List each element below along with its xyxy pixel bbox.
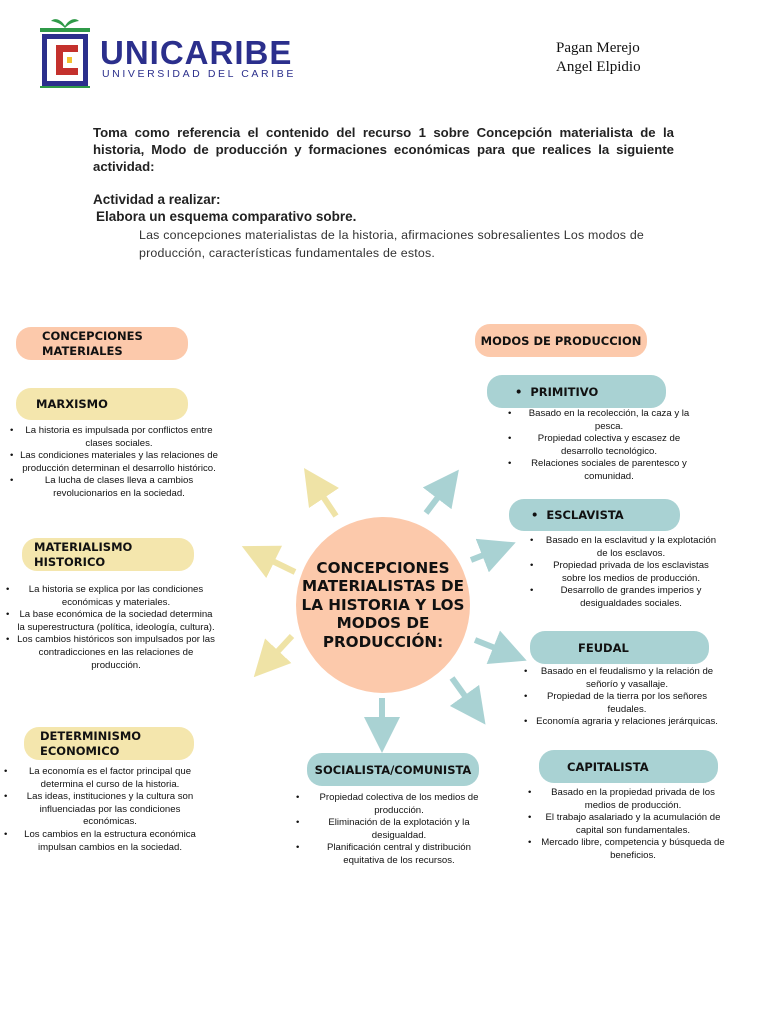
activity-title: Actividad a realizar: xyxy=(93,192,221,207)
esclavista-pill xyxy=(509,499,680,531)
arrow-to-materialismo xyxy=(258,554,295,572)
socialista-title: SOCIALISTA/COMUNISTA xyxy=(314,762,472,777)
list-item: • El trabajo asalariado y la acumulación de capital son fundamentales. xyxy=(528,812,728,837)
socialista-list xyxy=(296,792,492,868)
right-header-pill xyxy=(475,324,647,357)
list-item: • Basado en el feudalismo y la relación de señorío y vasallaje. xyxy=(524,666,720,691)
marxismo-title: MARXISMO xyxy=(36,397,108,411)
right-header-label: MODOS DE PRODUCCION xyxy=(480,333,642,348)
determinismo-pill xyxy=(24,727,194,760)
materialismo-pill xyxy=(22,538,194,571)
arrow-to-esclavista xyxy=(471,549,499,560)
activity-description: Las concepciones materialistas de la historia, afirmaciones sobresalientes Los modos de producción, características fundamentales de estos. xyxy=(139,228,645,260)
list-item: • Economía agraria y relaciones jerárquicas. xyxy=(524,716,720,729)
feudal-title: FEUDAL xyxy=(578,640,629,655)
central-concept-circle xyxy=(296,517,470,693)
list-item: • Eliminación de la explotación y la desigualdad. xyxy=(296,817,492,842)
feudal-list xyxy=(524,666,720,729)
list-item: • La historia se explica por las condiciones económicas y materiales. xyxy=(6,584,216,609)
materialismo-list xyxy=(6,584,216,672)
logo-subtitle: UNIVERSIDAD DEL CARIBE xyxy=(102,68,296,80)
capitalista-list xyxy=(528,787,728,863)
primitivo-title: • PRIMITIVO xyxy=(515,384,599,399)
arrow-to-marxismo xyxy=(314,483,336,516)
list-item: • La lucha de clases lleva a cambios revolucionarios en la sociedad. xyxy=(10,475,218,500)
list-item: • Propiedad colectiva de los medios de producción. xyxy=(296,792,492,817)
primitivo-pill xyxy=(487,375,666,408)
list-item: • La base económica de la sociedad determina la superestructura (política, ideología, cultura). xyxy=(6,609,216,634)
feudal-pill xyxy=(530,631,709,664)
socialista-pill xyxy=(307,753,479,786)
marxismo-list xyxy=(10,425,218,501)
list-item: • Desarrollo de grandes imperios y desigualdades sociales. xyxy=(530,585,722,610)
list-item: • Propiedad colectiva y escasez de desarrollo tecnológico. xyxy=(508,433,700,458)
author-line-2: Angel Elpidio xyxy=(556,59,641,75)
instructions-text: Toma como referencia el contenido del recurso 1 sobre Concepción materialista de la historia, Modo de producción y formaciones económicas para que realices la siguiente actividad: xyxy=(93,125,674,174)
left-header-label: CONCEPCIONES MATERIALES xyxy=(42,328,143,358)
esclavista-list xyxy=(530,535,722,611)
list-item: • La historia es impulsada por conflictos entre clases sociales. xyxy=(10,425,218,450)
arrow-to-determinismo xyxy=(266,636,292,664)
list-item: • Los cambios históricos son impulsados por las contradicciones en las relaciones de producción. xyxy=(6,634,216,672)
list-item: • Relaciones sociales de parentesco y comunidad. xyxy=(508,458,700,483)
list-item: • Basado en la propiedad privada de los medios de producción. xyxy=(528,787,728,812)
materialismo-title: MATERIALISMO HISTORICO xyxy=(34,539,133,569)
author-line-1: Pagan Merejo xyxy=(556,40,640,56)
determinismo-list xyxy=(4,766,206,854)
list-item: • Basado en la esclavitud y la explotación de los esclavos. xyxy=(530,535,722,560)
list-item: • Planificación central y distribución equitativa de los recursos. xyxy=(296,842,492,867)
list-item: • Propiedad de la tierra por los señores feudales. xyxy=(524,691,720,716)
primitivo-list xyxy=(508,408,700,484)
list-item: • Mercado libre, competencia y búsqueda de beneficios. xyxy=(528,837,728,862)
list-item: • Basado en la recolección, la caza y la pesca. xyxy=(508,408,700,433)
capitalista-title: CAPITALISTA xyxy=(567,759,649,774)
arrow-to-feudal xyxy=(475,640,510,654)
logo-wordmark: UNICARIBE xyxy=(100,34,293,71)
activity-subtitle: Elabora un esquema comparativo sobre. xyxy=(96,209,357,224)
list-item: • Las ideas, instituciones y la cultura son influenciadas por las condiciones económicas. xyxy=(4,791,206,829)
esclavista-title: • ESCLAVISTA xyxy=(531,508,624,522)
central-concept-text: CONCEPCIONES MATERIALISTAS DE LA HISTORIA Y LOS MODOS DE PRODUCCIÓN: xyxy=(301,558,465,651)
capitalista-pill xyxy=(539,750,718,783)
arrow-to-primitivo xyxy=(426,484,448,513)
left-header-pill xyxy=(16,327,188,360)
arrow-to-capitalista xyxy=(452,678,475,710)
list-item: • Propiedad privada de los esclavistas sobre los medios de producción. xyxy=(530,560,722,585)
list-item: • La economía es el factor principal que determina el curso de la historia. xyxy=(4,766,206,791)
determinismo-title: DETERMINISMO ECONOMICO xyxy=(40,728,142,758)
marxismo-pill xyxy=(16,388,188,420)
list-item: • Los cambios en la estructura económica impulsan cambios en la sociedad. xyxy=(4,829,206,854)
list-item: • Las condiciones materiales y las relaciones de producción determinan el desarrollo histórico. xyxy=(10,450,218,475)
